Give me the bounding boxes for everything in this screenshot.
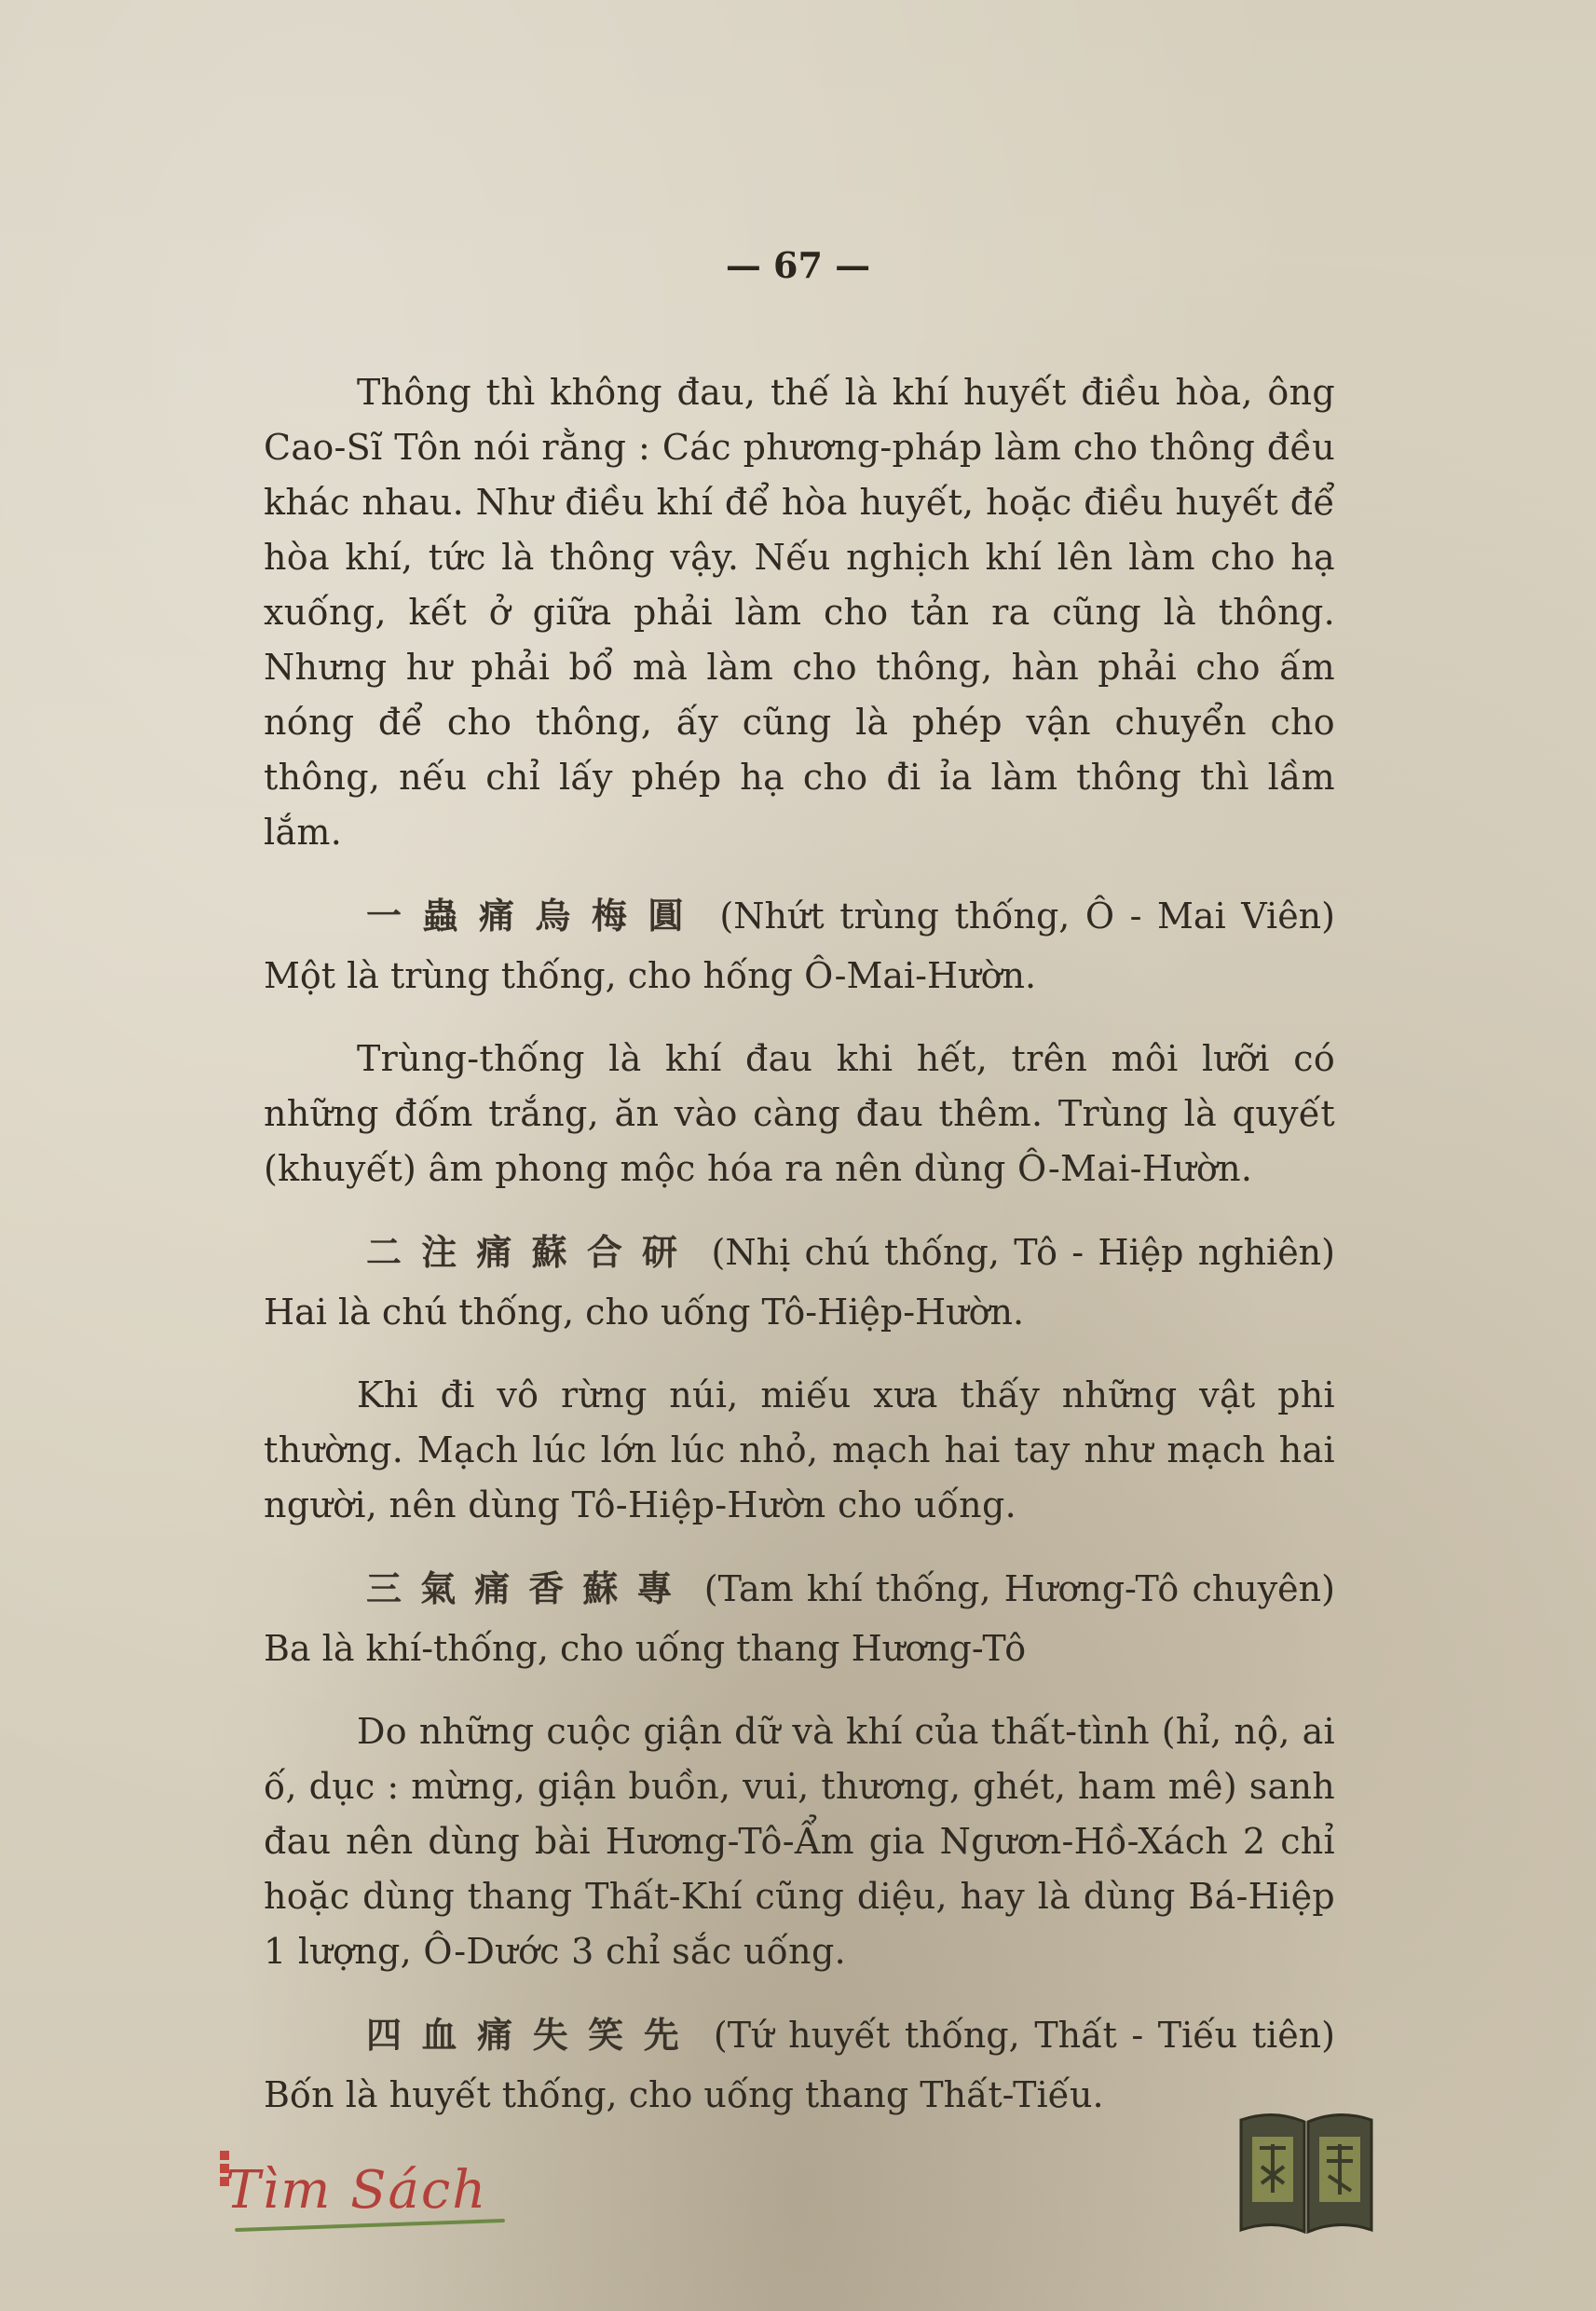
section-text-2: (Nhị chú thống, Tô - Hiệp nghiên) Hai là chú thống, cho uống Tô-Hiệp-Hườn. (264, 1232, 1335, 1333)
watermark-text: Tìm Sách (225, 2160, 488, 2221)
han-heading-2: 二注痛蘇合研 (366, 1231, 698, 1273)
section-text-4: (Tứ huyết thống, Thất - Tiếu tiên) Bốn là huyết thống, cho uống thang Thất-Tiếu. (264, 2015, 1335, 2115)
logo-underline (235, 2219, 505, 2232)
section-heading-3 (264, 1559, 1335, 1678)
paragraph-4: Do những cuộc giận dữ và khí của thất-tình (hỉ, nộ, ai ố, dục : mừng, giận buồn, vui, thương, ghét, ham mê) sanh đau nên dùng bài Hương-Tô-Ẩm gia Ngươn-Hồ-Xách 2 chỉ hoặc dùng thang Thất-Khí cũng diệu, hay là dùng Bá-Hiệp 1 lượng, Ô-Dước 3 chỉ sắc uống. (264, 1711, 1335, 1972)
paragraph-2: Trùng-thống là khí đau khi hết, trên môi lưỡi có những đốm trắng, ăn vào càng đau thêm. Trùng là quyết (khuyết) âm phong mộc hóa ra nên dùng Ô-Mai-Hườn. (264, 1038, 1335, 1189)
han-heading-3: 三氣痛香蘇專 (366, 1567, 691, 1609)
page-body (264, 365, 1335, 2151)
section-heading-4 (264, 2005, 1335, 2125)
section-text-3: (Tam khí thống, Hương-Tô chuyên) Ba là khí-thống, cho uống thang Hương-Tô (264, 1568, 1335, 1669)
han-heading-4: 四血痛失笑先 (366, 2014, 700, 2056)
watermark-logo (216, 2143, 514, 2246)
han-heading-1: 一蟲痛烏梅圓 (366, 895, 704, 937)
section-heading-2 (264, 1223, 1335, 1342)
section-text-1: (Nhứt trùng thống, Ô - Mai Viên) Một là trùng thống, cho hống Ô-Mai-Hườn. (264, 896, 1335, 996)
page-number: — 67 — (725, 244, 871, 286)
book-seal-icon (1232, 2101, 1381, 2241)
section-heading-1 (264, 886, 1335, 1005)
paragraph-intro: Thông thì không đau, thế là khí huyết điều hòa, ông Cao-Sĩ Tôn nói rằng : Các phương-pháp làm cho thông đều khác nhau. Như điều khí để hòa huyết, hoặc điều huyết để hòa khí, tức là thông vậy. Nếu nghịch khí lên làm cho hạ xuống, kết ở giữa phải làm cho tản ra cũng là thông. Nhưng hư phải bổ mà làm cho thông, hàn phải cho ấm nóng để cho thông, ấy cũng là phép vận chuyển cho thông, nếu chỉ lấy phép hạ cho đi ỉa làm thông thì lầm lắm. (264, 372, 1335, 853)
paragraph-3: Khi đi vô rừng núi, miếu xưa thấy những vật phi thường. Mạch lúc lớn lúc nhỏ, mạch hai tay như mạch hai người, nên dùng Tô-Hiệp-Hườn cho uống. (264, 1374, 1335, 1525)
